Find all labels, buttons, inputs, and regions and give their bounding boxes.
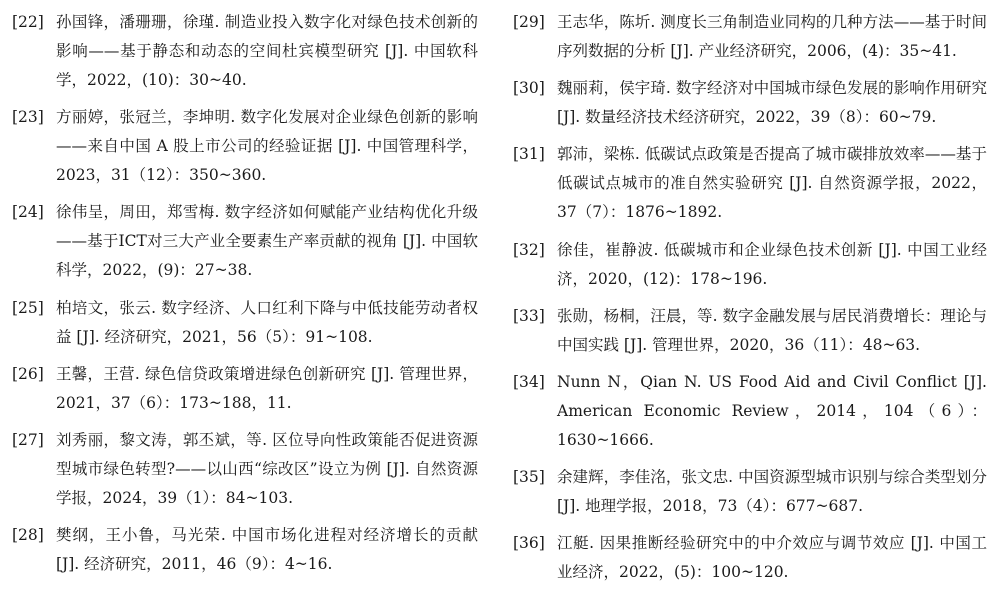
reference-text: 徐佳，崔静波. 低碳城市和企业绿色技术创新 [J]. 中国工业经济，2020，(12)：178~196.	[557, 240, 987, 288]
reference-text: Nunn N，Qian N. US Food Aid and Civil Conflict [J]. American Economic Review，2014，104（6）：1630~1666.	[557, 372, 987, 449]
reference-number: [26]	[12, 364, 44, 383]
reference-number: [23]	[12, 108, 44, 127]
reference-item	[12, 426, 478, 513]
reference-text: 江艇. 因果推断经验研究中的中介效应与调节效应 [J]. 中国工业经济，2022，(5)：100~120.	[557, 534, 987, 582]
reference-number: [34]	[513, 372, 545, 391]
reference-number: [22]	[12, 13, 44, 31]
reference-text: 张勋，杨桐，汪晨，等. 数字金融发展与居民消费增长：理论与中国实践 [J]. 管理世界，2020，36（11）：48~63.	[557, 306, 987, 354]
reference-number: [27]	[12, 430, 44, 449]
reference-text: 柏培文，张云. 数字经济、人口红利下降与中低技能劳动者权益 [J]. 经济研究，2021，56（5）：91~108.	[56, 298, 478, 346]
reference-text: 樊纲，王小鲁，马光荣. 中国市场化进程对经济增长的贡献 [J]. 经济研究，2011，46（9）：4~16.	[56, 526, 478, 574]
reference-item	[12, 294, 478, 352]
reference-number: [35]	[513, 468, 545, 487]
reference-item	[513, 302, 987, 360]
reference-text: 魏丽莉，侯宇琦. 数字经济对中国城市绿色发展的影响作用研究 [J]. 数量经济技术经济研究，2022，39（8）：60~79.	[557, 79, 987, 127]
reference-number: [36]	[513, 534, 545, 553]
reference-text: 孙国锋，潘珊珊，徐瑾. 制造业投入数字化对绿色技术创新的影响——基于静态和动态的空间杜宾模型研究 [J]. 中国软科学，2022，(10)：30~40.	[56, 13, 478, 89]
reference-number: [29]	[513, 13, 545, 31]
reference-number: [25]	[12, 298, 44, 317]
reference-number: [28]	[12, 526, 44, 545]
reference-item	[513, 140, 987, 227]
reference-number: [32]	[513, 240, 545, 259]
reference-text: 郭沛，梁栋. 低碳试点政策是否提高了城市碳排放效率——基于低碳试点城市的准自然实验研究 [J]. 自然资源学报，2022，37（7）：1876~1892.	[557, 145, 987, 222]
reference-item	[513, 236, 987, 294]
reference-item	[513, 368, 987, 455]
reference-item	[513, 8, 987, 66]
reference-text: 王馨，王营. 绿色信贷政策增进绿色创新研究 [J]. 管理世界，2021，37（6）：173~188，11.	[56, 364, 478, 412]
reference-text: 徐伟呈，周田，郑雪梅. 数字经济如何赋能产业结构优化升级——基于ICT对三大产业全要素生产率贡献的视角 [J]. 中国软科学，2022，(9)：27~38.	[56, 203, 478, 280]
reference-item	[12, 103, 478, 190]
reference-item	[12, 360, 478, 418]
reference-item	[513, 463, 987, 521]
reference-column-left	[12, 8, 478, 587]
reference-number: [31]	[513, 145, 545, 164]
reference-item	[12, 8, 478, 95]
reference-column-right	[513, 8, 987, 596]
reference-item	[12, 521, 478, 579]
reference-item	[513, 74, 987, 132]
reference-number: [30]	[513, 79, 545, 98]
reference-number: [24]	[12, 203, 44, 222]
reference-text: 王志华，陈圻. 测度长三角制造业同构的几种方法——基于时间序列数据的分析 [J]. 产业经济研究，2006，(4)：35~41.	[557, 13, 987, 60]
reference-text: 方丽婷，张冠兰，李坤明. 数字化发展对企业绿色创新的影响——来自中国 A 股上市公司的经验证据 [J]. 中国管理科学，2023，31（12）：350~360.	[56, 108, 478, 185]
reference-item	[513, 529, 987, 587]
reference-item	[12, 198, 478, 285]
reference-text: 刘秀丽，黎文涛，郭丕斌，等. 区位导向性政策能否促进资源型城市绿色转型?——以山西“综改区”设立为例 [J]. 自然资源学报，2024，39（1）：84~103.	[56, 430, 478, 507]
reference-text: 余建辉，李佳洺，张文忠. 中国资源型城市识别与综合类型划分 [J]. 地理学报，2018，73（4）：677~687.	[557, 468, 987, 516]
reference-number: [33]	[513, 306, 545, 325]
